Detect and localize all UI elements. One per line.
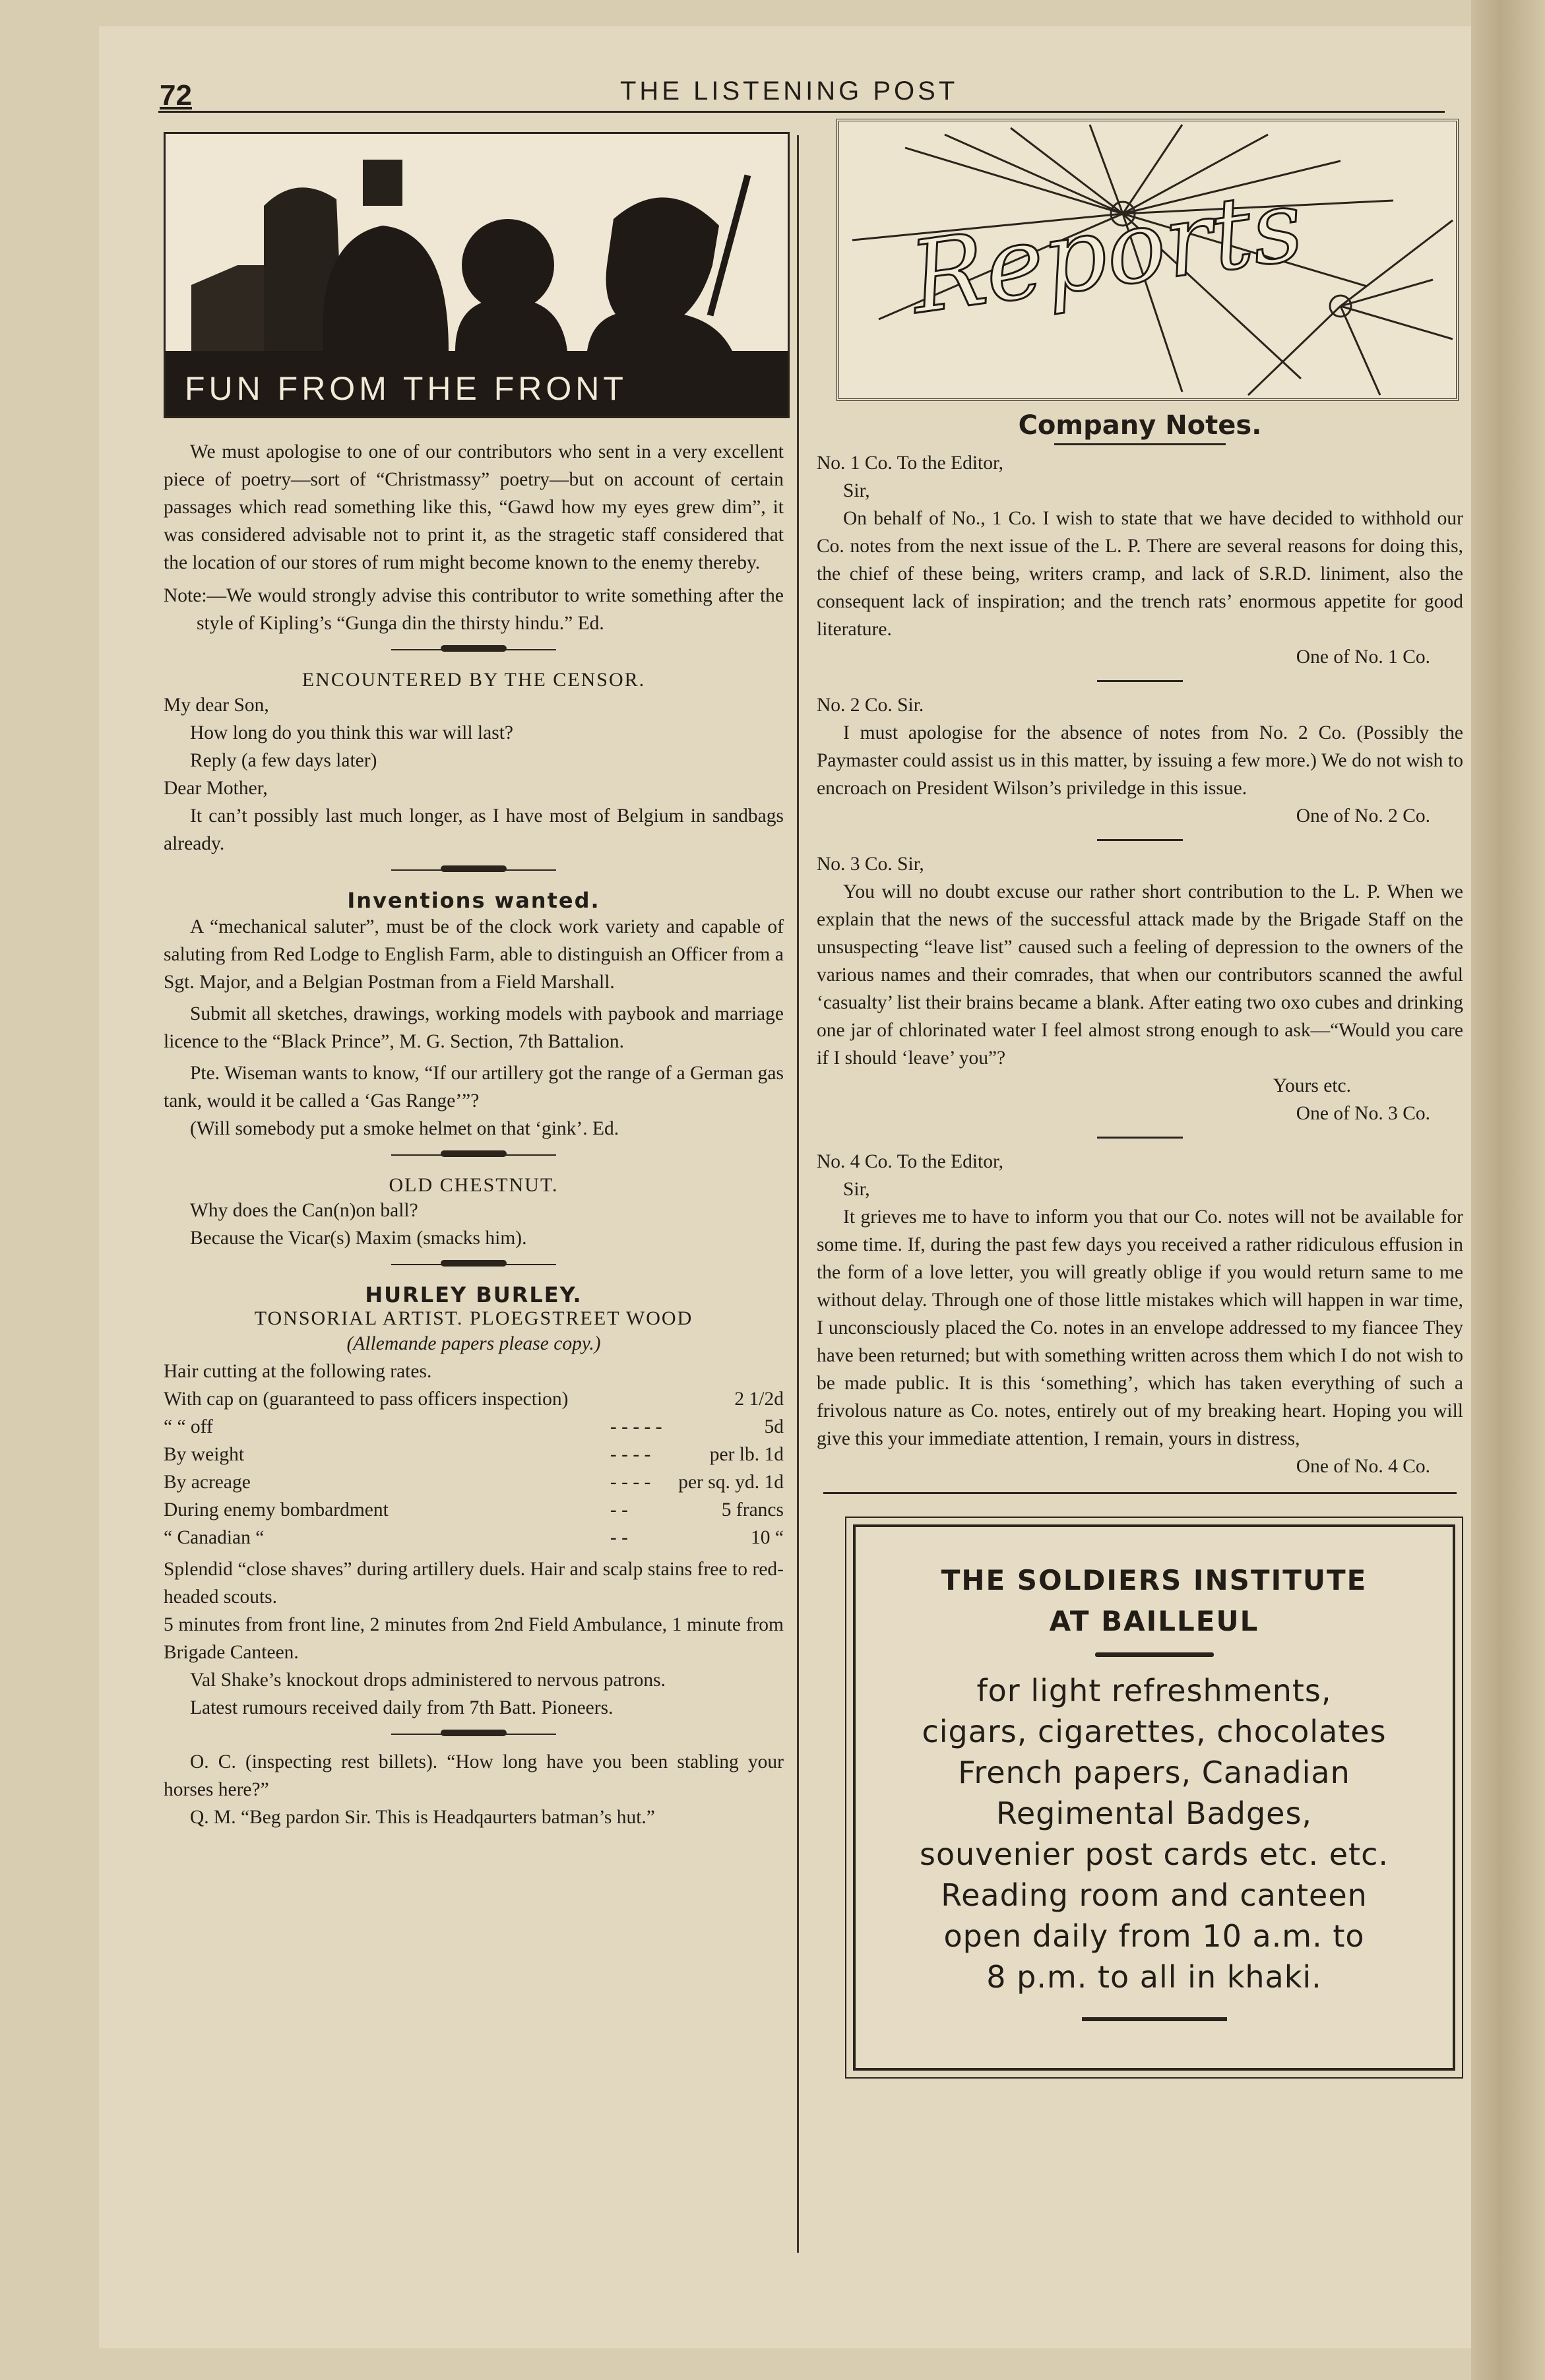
rates-intro: Hair cutting at the following rates. bbox=[164, 1361, 432, 1382]
editor-note: Note:—We would strongly advise this contributor to write something after the style of Kipling’s “Gunga din the thirsty hindu.” Ed. bbox=[164, 585, 784, 634]
inventions-paragraph: (Will somebody put a smoke helmet on that ‘gink’. Ed. bbox=[190, 1118, 619, 1139]
co1-head: No. 1 Co. To the Editor, bbox=[817, 453, 1004, 474]
rate-label: By weight bbox=[164, 1444, 245, 1465]
rate-row bbox=[164, 1468, 784, 1496]
censor-line: It can’t possibly last much longer, as I have most of Belgium in sandbags already. bbox=[164, 805, 784, 854]
co1-signature: One of No. 1 Co. bbox=[1296, 646, 1430, 668]
rate-price: 10 “ bbox=[751, 1527, 784, 1548]
rate-label: “ Canadian “ bbox=[164, 1527, 265, 1548]
section-ornament bbox=[164, 1143, 784, 1169]
censor-line: My dear Son, bbox=[164, 695, 269, 716]
rate-row bbox=[164, 1413, 784, 1441]
rate-dots: - - - - - bbox=[610, 1416, 662, 1437]
rate-dots bbox=[610, 1385, 668, 1413]
rate-label: By acreage bbox=[164, 1472, 251, 1493]
reports-banner-title: Reports bbox=[903, 168, 1310, 336]
co2-signature: One of No. 2 Co. bbox=[1296, 805, 1430, 827]
ad-bottom-rule bbox=[1082, 2017, 1227, 2021]
hurley-subheading: TONSORIAL ARTIST. PLOEGSTREET WOOD bbox=[254, 1307, 693, 1329]
co1-salutation: Sir, bbox=[843, 480, 870, 501]
page-number: 72 bbox=[160, 79, 192, 111]
co1-body: On behalf of No., 1 Co. I wish to state that we have decided to withhold our Co. notes from the next issue of the L. P. There are several reasons for doing this, the chief of these being, writers cramp, and lack of S.R.D. liniment, also the consequent lack of inspiration; and the trench rats’ enormous appetite for good literature. bbox=[817, 508, 1463, 640]
inventions-paragraph: A “mechanical saluter”, must be of the clock work variety and capable of saluting from Red Lodge to English Farm, able to distinguish an Officer from a Sgt. Major, and a Belgian Postman from a Field Marshall. bbox=[164, 916, 784, 993]
hurley-heading: HURLEY BURLEY. bbox=[365, 1282, 583, 1307]
ad-line: Regimental Badges, bbox=[995, 1796, 1313, 1831]
hurley-paragraph: Latest rumours received daily from 7th Batt. Pioneers. bbox=[190, 1697, 614, 1718]
inventions-heading: Inventions wanted. bbox=[347, 888, 600, 913]
rate-dots: - - - - bbox=[610, 1472, 651, 1493]
sunburst-illustration bbox=[839, 121, 1456, 398]
section-ornament bbox=[164, 1252, 784, 1278]
ad-title-line: AT BAILLEUL bbox=[1049, 1605, 1259, 1637]
rate-dots: - - - - bbox=[610, 1444, 651, 1465]
ad-line: cigars, cigarettes, chocolates bbox=[922, 1714, 1387, 1749]
ad-line: 8 p.m. to all in khaki. bbox=[986, 1959, 1322, 1995]
chestnut-heading: OLD CHESTNUT. bbox=[389, 1174, 559, 1196]
rate-price: 5d bbox=[764, 1416, 784, 1437]
rates-table bbox=[164, 1385, 784, 1551]
page-header bbox=[158, 71, 1445, 113]
right-column bbox=[817, 119, 1463, 2071]
rate-label: With cap on (guaranteed to pass officers inspection) bbox=[164, 1389, 569, 1410]
co2-body: I must apologise for the absence of notes from No. 2 Co. (Possibly the Paymaster could assist us in this matter, by issuing a few more.) We do not wish to encroach on President Wilson’s priviledge in this issue. bbox=[817, 722, 1463, 799]
fun-from-the-front-banner bbox=[164, 132, 790, 418]
hurley-paragraph: Val Shake’s knockout drops administered to nervous patrons. bbox=[190, 1670, 666, 1691]
section-ornament bbox=[164, 858, 784, 884]
rate-price: per lb. 1d bbox=[709, 1444, 784, 1465]
co3-signature: One of No. 3 Co. bbox=[1296, 1103, 1430, 1124]
ad-line: Reading room and canteen bbox=[941, 1877, 1368, 1913]
intro-paragraph: We must apologise to one of our contributors who sent in a very excellent piece of poetry—sort of “Christmassy” poetry—but on account of certain passages which read something like this, “Gawd how my eyes grew dim”, it was considered advisable not to print it, as the stragetic staff considered that the location of our stores of rum might become known to the enemy thereby. bbox=[164, 441, 784, 573]
company-notes-title: Company Notes. bbox=[1018, 410, 1262, 441]
co4-salutation: Sir, bbox=[843, 1179, 870, 1200]
inventions-paragraph: Pte. Wiseman wants to know, “If our artillery got the range of a German gas tank, would it be called a ‘Gas Range’”? bbox=[164, 1063, 784, 1112]
hurley-paragraph: Splendid “close shaves” during artillery duels. Hair and scalp stains free to red-headed scouts. bbox=[164, 1559, 784, 1608]
rate-row bbox=[164, 1385, 784, 1413]
rate-row bbox=[164, 1524, 784, 1551]
co3-yours: Yours etc. bbox=[1273, 1075, 1351, 1096]
co3-head: No. 3 Co. Sir, bbox=[817, 854, 924, 875]
co4-head: No. 4 Co. To the Editor, bbox=[817, 1151, 1004, 1172]
title-rule bbox=[1054, 443, 1226, 445]
divider-rule bbox=[1097, 1137, 1183, 1139]
ad-line: open daily from 10 a.m. to bbox=[943, 1918, 1365, 1954]
ad-title-line: THE SOLDIERS INSTITUTE bbox=[941, 1564, 1368, 1596]
chestnut-answer: Because the Vicar(s) Maxim (smacks him). bbox=[190, 1228, 527, 1249]
rate-price: per sq. yd. 1d bbox=[678, 1472, 784, 1493]
rate-dots: - - bbox=[610, 1499, 628, 1520]
rate-dots: - - bbox=[610, 1527, 628, 1548]
censor-line: Reply (a few days later) bbox=[190, 750, 377, 771]
rate-label: “ “ off bbox=[164, 1416, 213, 1437]
censor-line: How long do you think this war will last? bbox=[190, 722, 513, 743]
banner-title: FUN FROM THE FRONT bbox=[185, 370, 627, 407]
qm-answer: Q. M. “Beg pardon Sir. This is Headqaurters batman’s hut.” bbox=[190, 1807, 655, 1828]
divider-rule bbox=[1097, 839, 1183, 841]
ad-line: souvenier post cards etc. etc. bbox=[919, 1836, 1389, 1872]
oc-question: O. C. (inspecting rest billets). “How long have you been stabling your horses here?” bbox=[164, 1751, 784, 1800]
co4-body: It grieves me to have to inform you that our Co. notes will not be available for some time. If, during the past few days you received a rather ridiculous effusion in the form of a love letter, you will greatly oblige if you would return same to me without delay. Through one of those little mistakes which will happen in war time, I unconsciously placed the Co. notes in an envelope addressed to my fiancee They have been returned; but with something written across them which I do not wish to be made public. It is this ‘something’, which has taken everything of such a frivolous nature as Co. notes, entirely out of my breaking heart. Hoping you will give this your immediate attention, I remain, yours in distress, bbox=[817, 1206, 1463, 1449]
running-head: THE LISTENING POST bbox=[620, 77, 959, 106]
rate-label: During enemy bombardment bbox=[164, 1499, 389, 1520]
section-rule bbox=[823, 1492, 1457, 1494]
rate-row bbox=[164, 1496, 784, 1524]
divider-rule bbox=[1097, 680, 1183, 682]
co2-head: No. 2 Co. Sir. bbox=[817, 695, 924, 716]
left-column bbox=[164, 132, 784, 1831]
rate-price: 5 francs bbox=[721, 1499, 784, 1520]
section-ornament bbox=[164, 637, 784, 664]
ad-line: French papers, Canadian bbox=[958, 1755, 1350, 1790]
ad-line: for light refreshments, bbox=[976, 1673, 1332, 1708]
rate-price: 2 1/2d bbox=[734, 1389, 784, 1410]
rate-row bbox=[164, 1441, 784, 1468]
section-ornament bbox=[164, 1722, 784, 1748]
ad-ornament-rule bbox=[1095, 1652, 1214, 1657]
reports-banner bbox=[836, 119, 1459, 401]
page-edge bbox=[1471, 0, 1545, 2380]
censor-heading: ENCOUNTERED BY THE CENSOR. bbox=[301, 669, 646, 691]
hurley-copy-note: (Allemande papers please copy.) bbox=[346, 1333, 601, 1354]
hurley-paragraph: 5 minutes from front line, 2 minutes from 2nd Field Ambulance, 1 minute from Brigade Canteen. bbox=[164, 1614, 784, 1663]
soldiers-institute-advertisement bbox=[853, 1524, 1455, 2071]
co3-body: You will no doubt excuse our rather short contribution to the L. P. When we explain that the news of the successful attack made by the Brigade Staff on the unsuspecting “leave list” caused such a feeling of depression to the owners of the various names and their comrades, that when our contributors scanned the awful ‘casualty’ list their brains became a blank. After eating two oxo cubes and drinking one jar of chlorinated water I feel almost strong enough to ask—“Would you care if I should ‘leave’ you”? bbox=[817, 881, 1463, 1069]
inventions-paragraph: Submit all sketches, drawings, working models with paybook and marriage licence to the “Black Prince”, M. G. Section, 7th Battalion. bbox=[164, 1003, 784, 1052]
chestnut-question: Why does the Can(n)on ball? bbox=[190, 1200, 418, 1221]
censor-line: Dear Mother, bbox=[164, 778, 268, 799]
column-divider bbox=[797, 135, 799, 2253]
co4-signature: One of No. 4 Co. bbox=[1296, 1456, 1430, 1477]
